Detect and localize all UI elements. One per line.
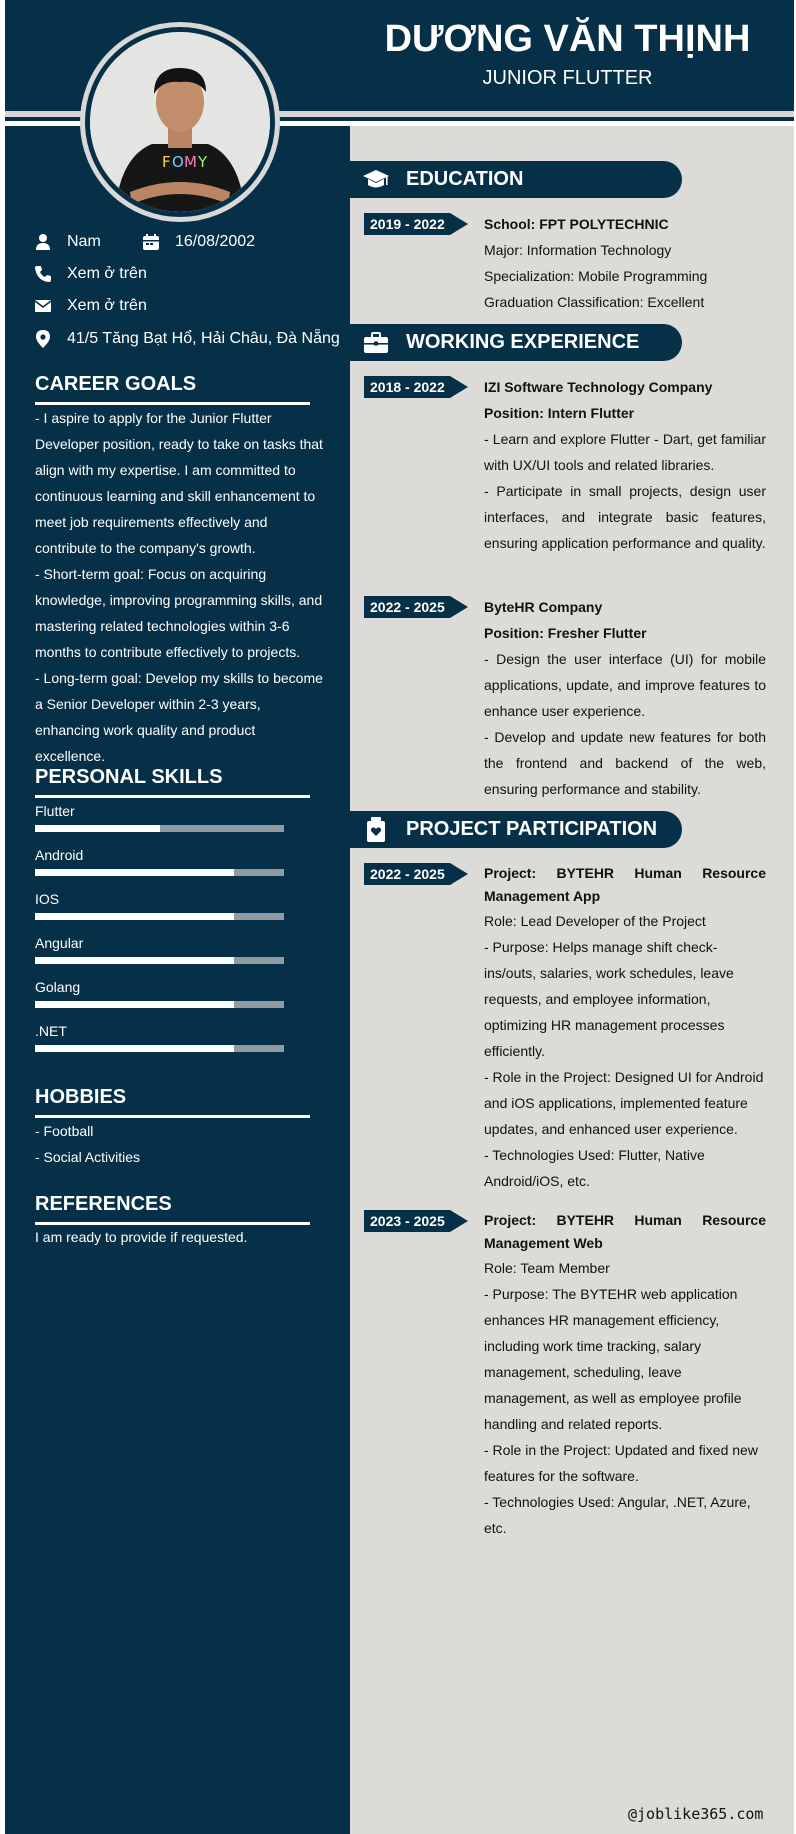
project-detail: - Technologies Used: Angular, .NET, Azure, etc.: [484, 1494, 751, 1536]
skill-label: Golang: [35, 979, 81, 995]
experience-entry: [484, 594, 766, 802]
experience-detail: - Participate in small projects, design user interfaces, and integrate basic features, ensuring application performance and quality.: [484, 483, 766, 551]
skill-bar: [35, 825, 284, 832]
badge-heart-icon: [362, 816, 390, 844]
career-goals-text: [35, 405, 325, 769]
footer-website: @joblike365.com: [628, 1805, 764, 1823]
skill-bar-fill: [35, 869, 234, 876]
experience-heading: WORKING EXPERIENCE: [406, 331, 640, 353]
phone-icon: [33, 264, 53, 284]
svg-text:O: O: [172, 153, 184, 171]
education-school: School: FPT POLYTECHNIC: [484, 216, 669, 232]
skill-bar: [35, 1045, 284, 1052]
education-entry: [484, 211, 766, 315]
education-date-tag: [364, 213, 468, 235]
gender-value: Nam: [67, 233, 101, 250]
skill-label: Android: [35, 847, 84, 863]
birthdate-value: 16/08/2002: [175, 233, 256, 250]
experience-date-tag: [364, 596, 468, 618]
project-name: Project: BYTEHR Human Resource Management App: [484, 865, 766, 904]
hobbies-list: [35, 1118, 325, 1170]
briefcase-icon: [362, 329, 390, 357]
envelope-icon: [33, 296, 53, 316]
projects-heading-bar: [350, 811, 682, 848]
skill-bar: [35, 869, 284, 876]
svg-text:Y: Y: [198, 153, 208, 171]
map-pin-icon: [33, 329, 53, 349]
experience-detail: - Learn and explore Flutter - Dart, get familiar with UX/UI tools and related libraries.: [484, 431, 766, 473]
experience-date: 2018 - 2022: [370, 379, 445, 395]
project-detail: - Technologies Used: Flutter, Native Android/iOS, etc.: [484, 1147, 705, 1189]
education-detail: Graduation Classification: Excellent: [484, 294, 705, 310]
project-detail: - Role in the Project: Designed UI for Android and iOS applications, implemented feature updates, and enhanced user experience.: [484, 1069, 764, 1137]
graduation-cap-icon: [362, 166, 390, 194]
svg-text:F: F: [162, 153, 171, 171]
skills-heading: PERSONAL SKILLS: [35, 766, 223, 788]
skill-bar: [35, 957, 284, 964]
project-entry: [484, 862, 766, 1194]
skill-label: Flutter: [35, 803, 75, 819]
skill-bar-fill: [35, 1001, 234, 1008]
skill-bar-fill: [35, 825, 160, 832]
skill-bar-fill: [35, 957, 234, 964]
candidate-name: DƯƠNG VĂN THỊNH: [384, 18, 751, 60]
skill-bar: [35, 1001, 284, 1008]
email-row: [33, 296, 147, 316]
education-heading: EDUCATION: [406, 168, 524, 190]
svg-text:M: M: [184, 153, 197, 171]
experience-company: ByteHR Company: [484, 599, 603, 615]
phone-row: [33, 264, 147, 284]
career-goal-item: - Long-term goal: Develop my skills to become a Senior Developer within 2-3 years, enhancing work quality and product excellence.: [35, 670, 323, 764]
education-detail: Specialization: Mobile Programming: [484, 268, 708, 284]
project-detail: - Role in the Project: Updated and fixed new features for the software.: [484, 1442, 758, 1484]
hobby-item: - Social Activities: [35, 1149, 141, 1165]
project-detail: Role: Team Member: [484, 1260, 610, 1276]
hobby-item: - Football: [35, 1123, 94, 1139]
skill-bar: [35, 913, 284, 920]
project-date-tag: [364, 863, 468, 885]
experience-detail: - Develop and update new features for both the frontend and backend of the web, ensuring performance and stability.: [484, 729, 766, 797]
references-text: I am ready to provide if requested.: [35, 1229, 248, 1245]
address-value: 41/5 Tăng Bạt Hổ, Hải Châu, Đà Nẵng: [67, 330, 340, 347]
experience-detail: - Design the user interface (UI) for mobile applications, update, and improve features to enhance user experience.: [484, 651, 766, 719]
project-detail: - Purpose: The BYTEHR web application enhances HR management efficiency, including work time tracking, salary management, scheduling, leave management, as well as employee profile handling and related reports.: [484, 1286, 742, 1432]
experience-position: Position: Intern Flutter: [484, 405, 635, 421]
experience-date-tag: [364, 376, 468, 398]
skill-label: IOS: [35, 891, 60, 907]
phone-value: Xem ở trên: [67, 265, 147, 282]
experience-position: Position: Fresher Flutter: [484, 625, 647, 641]
references-heading: REFERENCES: [35, 1193, 172, 1215]
experience-company: IZI Software Technology Company: [484, 379, 713, 395]
birthdate-row: [141, 232, 255, 252]
calendar-icon: [141, 232, 161, 252]
skill-bar-fill: [35, 1045, 234, 1052]
avatar: [90, 32, 270, 212]
email-value: Xem ở trên: [67, 297, 147, 314]
hobbies-heading: HOBBIES: [35, 1086, 127, 1108]
person-icon: [33, 232, 53, 252]
project-name: Project: BYTEHR Human Resource Management Web: [484, 1212, 766, 1251]
education-date: 2019 - 2022: [370, 216, 445, 232]
project-detail: - Purpose: Helps manage shift check-ins/outs, salaries, work schedules, leave requests, and employee information, optimizing HR management processes efficiently.: [484, 939, 734, 1059]
career-goal-item: - I aspire to apply for the Junior Flutter Developer position, ready to take on tasks that align with my expertise. I am committed to continuous learning and skill enhancement to meet job requirements effectively and contribute to the company's growth.: [35, 410, 323, 556]
career-goals-heading: CAREER GOALS: [35, 373, 197, 395]
projects-heading: PROJECT PARTICIPATION: [406, 818, 658, 840]
education-heading-bar: [350, 161, 682, 198]
experience-date: 2022 - 2025: [370, 599, 445, 615]
address-row: [33, 329, 340, 349]
experience-entry: [484, 374, 766, 556]
career-goal-item: - Short-term goal: Focus on acquiring knowledge, improving programming skills, and mastering related technologies within 3-6 months to contribute effectively to projects.: [35, 566, 323, 660]
project-date: 2022 - 2025: [370, 866, 445, 882]
skill-label: Angular: [35, 935, 84, 951]
project-date: 2023 - 2025: [370, 1213, 445, 1229]
skill-label: .NET: [35, 1023, 67, 1039]
project-date-tag: [364, 1210, 468, 1232]
gender-row: [33, 232, 101, 252]
project-entry: [484, 1209, 766, 1541]
skill-bar-fill: [35, 913, 234, 920]
education-detail: Major: Information Technology: [484, 242, 672, 258]
experience-heading-bar: [350, 324, 682, 361]
candidate-job-title: JUNIOR FLUTTER: [482, 67, 653, 89]
skills-underline: [35, 795, 310, 798]
project-detail: Role: Lead Developer of the Project: [484, 913, 706, 929]
